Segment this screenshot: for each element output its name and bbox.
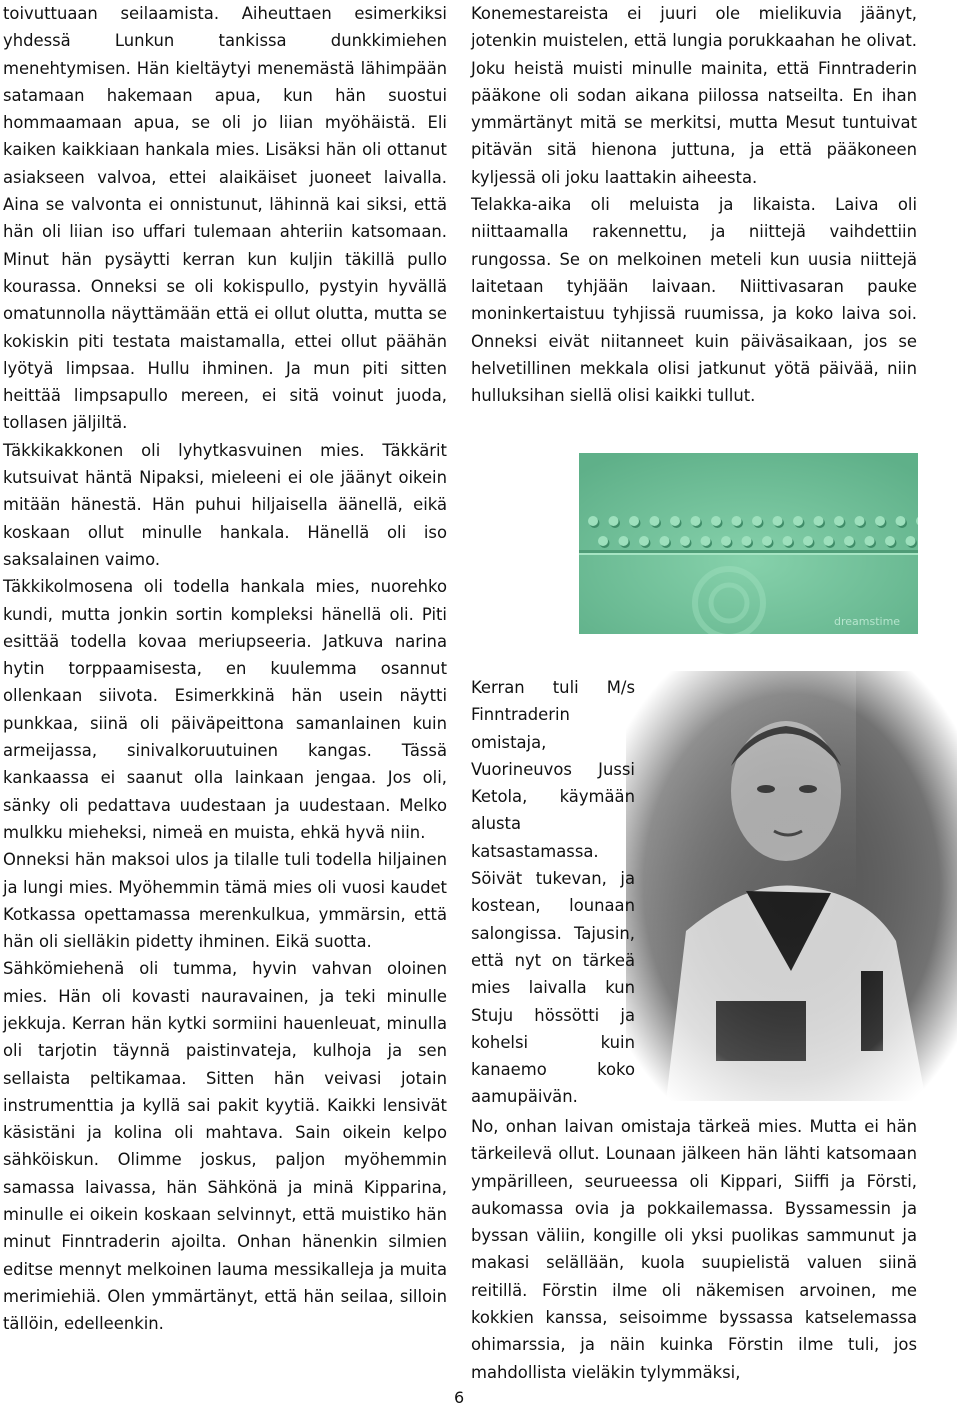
rivet [711,516,721,526]
rivet [650,516,660,526]
rivet [701,536,711,546]
riveted-hull-photo [579,453,918,634]
rivet [609,516,619,526]
rivet [896,516,906,526]
rivet [906,536,916,546]
rivet [875,516,885,526]
paragraph: Täkkikolmosena oli todella hankala mies, nuorehko kundi, mutta jonkin sortin kompleksi hänellä oli. Piti esittää todella kovaa meriupseeria. Jatkuva narina hytin torppaamisesta, en kuulemma osannut ollenkaan siivota. Esimerkkinä hän usein näytti punkkaa, siinä oli päiväpeittona samanlainen kuin armeijassa, sinivalkoruutuinen kangas. Tässä kankaassa ei saanut olla lainkaan jengaa. Jos oli, sänky oli pedattava uudestaan ja uudestaan. Melko mulkku mieheksi, nimeä en muista, ehkä hyvä niin. [3,577,447,842]
rivet [732,516,742,526]
rivet [783,536,793,546]
rivet [639,536,649,546]
paragraph: Täkkikakkonen oli lyhytkasvuinen mies. Täkkärit kutsuivat häntä Nipaksi, mieleeni ei ole jäänyt oikein mitään hänestä. Hän puhui hiljaisella äänellä, eikä koskaan ollut minulle hankala. Hänellä oli iso saksalainen vaimo. [3,440,447,569]
rivet [619,536,629,546]
rivet [773,516,783,526]
paragraph: Konemestareista ei juuri ole mielikuvia jäänyt, jotenkin muistelen, että lungia porukkaahan he olivat. Joku heistä muisti minulle mainita, että Finntraderin pääkone oli sodan aikana piilossa natseilta. En ihan ymmärtänyt mitä se merkitsi, mutta Mesut tuntuivat pitävän sitä hienona juttuna, ja että pääkoneen kyljessä oli joku laattakin aiheesta. [471,4,917,187]
rivet [793,516,803,526]
rivet [629,516,639,526]
rivet [598,536,608,546]
rivet [752,516,762,526]
rivet [721,536,731,546]
left-column [3,0,447,1338]
portrait-photo [626,671,957,1101]
rivet [865,536,875,546]
rivet [844,536,854,546]
rivet [814,516,824,526]
rivet [588,516,598,526]
watermark: dreamstime [834,615,901,628]
rivet [885,536,895,546]
wrapped-text-block [471,674,635,1111]
right-column [471,0,917,409]
rivet [680,536,690,546]
rivet [834,516,844,526]
rivet [762,536,772,546]
paragraph: Sähkömiehenä oli tumma, hyvin vahvan oloinen mies. Hän oli kovasti nauravainen, ja teki minulle jekkuja. Kerran hän kytki sormiini hauenleuat, minulla oli tarjotin täynnä paistinvateja, kulhoja ja sen sellaista peltikamaa. Sitten hän veivasi jotain instrumenttia ja kyllä sai pakit kyytiä. Kaikki lensivät käsistäni ja kolina oli mahtava. Sain oikein kelpo sähköiskun. Olimme joskus, paljon myöhemmin samassa laivassa, hän Sähkönä ja minä Kipparina, minulle ei oikein koskaan selvinnyt, että muistiko hän minut Finntraderin ajoilta. Onhan hänenkin silmien editse mennyt melkoinen lauma messikalleja ja muita merimiehiä. Olen ymmärtänyt, että hän seilaa, silloin tällöin, edelleenkin. [3,959,447,1334]
rivet [660,536,670,546]
paragraph: Onneksi hän maksoi ulos ja tilalle tuli todella hiljainen ja lungi mies. Myöhemmin tämä mies oli vuosi kaudet Kotkassa opettamassa merenkulkua, ymmärsin, että hän oli sielläkin pidetty ihminen. Eikä suotta. [3,850,447,952]
rivet [670,516,680,526]
rivet [803,536,813,546]
rivet [824,536,834,546]
paragraph: No, onhan laivan omistaja tärkeä mies. Mutta ei hän tärkeilevä ollut. Lounaan jälkeen hän lähti katsomaan ympärilleen, seurueessa oli Kippari, Siiffi ja Försti, aukomassa ovia ja pokkailemassa. Byssamessin ja byssan väliin, kongille oli yksi puolikas sammunut ja makasi selällään, kuola suupielistä valuen siinä reitillä. Förstin ilme oli näkemisen arvoinen, me kokkien kanssa, seisoimme byssassa katselemassa ohimarssia, ja näin kuinka Förstin ilme tuli, jos mahdollista vieläkin tylymmäksi, [471,1117,917,1382]
rivet [742,536,752,546]
paragraph: toivuttuaan seilaamista. Aiheuttaen esimerkiksi yhdessä Lunkun tankissa dunkkimiehen menehtymisen. Hän kieltäytyi menemästä lähimpään satamaan hakemaan apua, kun hän suostui hommaamaan apua, se oli jo liian myöhäistä. Eli kaiken kaikkiaan hankala mies. Lisäksi hän oli ottanut asiakseen valvoa, ettei alaikäiset juoneet laivalla. Aina se valvonta ei onnistunut, lähinnä kai siksi, että hän oli liian iso uffari tulemaan ahteriin katsomaan. Minut hän pysäytti kerran kun kuljin täkillä pullo kourassa. Onneksi se oli kokispullo, pystyin hyvällä omatunnolla näyttämään että ei ollut olutta, mutta se kokiskin piti testata maistamalla, ettei ollut päähän lyötyä limpsaa. Hullu ihminen. Ja mun piti sitten heittää limpsapullo mereen, ei sitä voinut juoda, tollasen jäljiltä. [3,4,447,433]
page-number: 6 [454,1388,465,1407]
paragraph: Kerran tuli M/s Finntraderin omistaja, Vuorineuvos Jussi Ketola, käymään alusta katsastamassa. Söivät tukevan, ja kostean, lounaan salongissa. Tajusin, että nyt on tärkeä mies laivalla kun Stuju hössötti ja kohelsi kuin kanaemo koko aamupäivän. [471,678,635,1107]
rivet [855,516,865,526]
rivet [691,516,701,526]
right-column-bottom [471,1113,917,1386]
paragraph: Telakka-aika oli meluista ja likaista. Laiva oli niittaamalla rakennettu, ja niittejä vaihdettiin rungossa. Se on melkoinen meteli kun uusia niittejä laitetaan tyhjään laivaan. Niittivasaran pauke moninkertaistuu tyhjissä ruumissa, ja koko laiva soi. Onneksi eivät niitanneet kuin päiväsaikaan, jos se helvetillinen mekkala olisi jatkunut yötä päivää, niin hulluksihan siellä olisi kaikki tullut. [471,195,917,406]
